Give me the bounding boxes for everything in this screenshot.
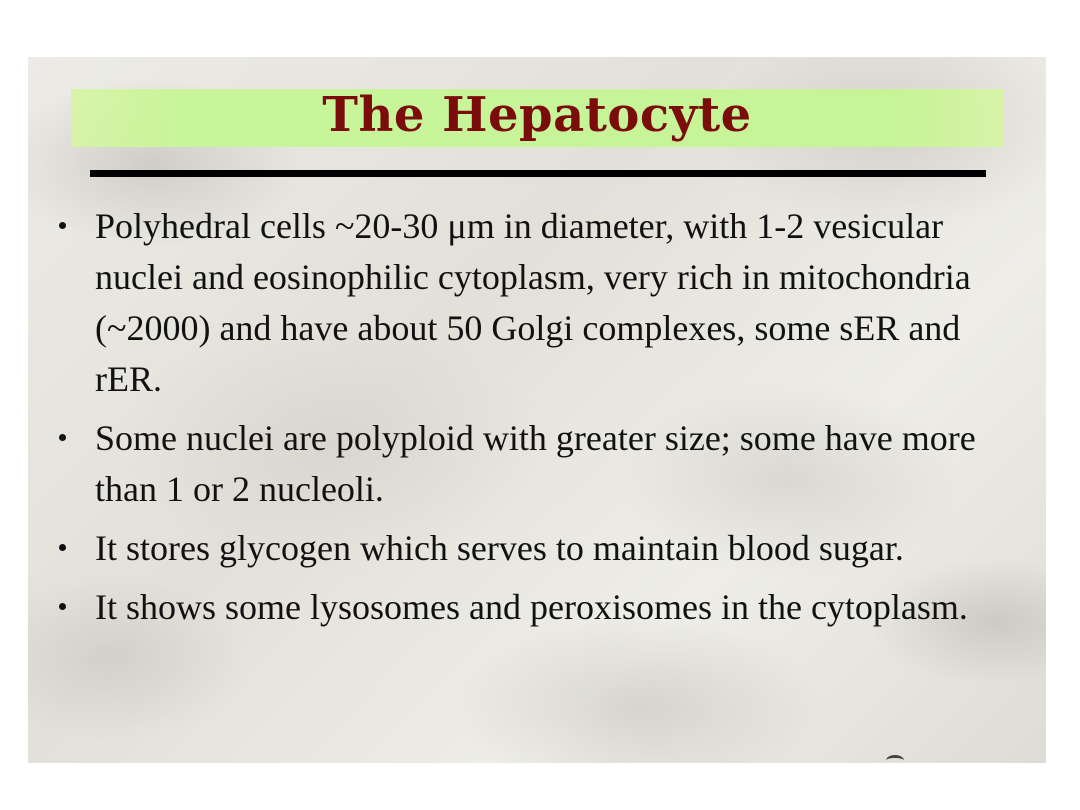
bullet-text: It stores glycogen which serves to maintain blood sugar. — [95, 528, 904, 568]
bullet-text: It shows some lysosomes and peroxisomes in the cytoplasm. — [95, 587, 968, 627]
bullet-item — [28, 201, 1046, 405]
slide — [28, 57, 1046, 763]
title-underline-rule — [90, 170, 986, 177]
bullet-item — [28, 523, 1046, 574]
bullet-dot-icon — [59, 603, 66, 610]
bullet-dot-icon — [59, 222, 66, 229]
decorative-corner-mark — [886, 755, 904, 763]
slide-title: The Hepatocyte — [322, 87, 752, 143]
bullet-item — [28, 413, 1046, 515]
bullet-text: Polyhedral cells ~20-30 μm in diameter, with 1-2 vesicular nuclei and eosinophilic cytoplasm, very rich in mitochondria (~2000) and have about 50 Golgi complexes, some sER and rER. — [95, 206, 971, 399]
bullet-dot-icon — [59, 544, 66, 551]
bullet-text: Some nuclei are polyploid with greater size; some have more than 1 or 2 nucleoli. — [95, 418, 976, 509]
bullet-dot-icon — [59, 434, 66, 441]
bullet-list — [28, 201, 1046, 641]
bullet-item — [28, 582, 1046, 633]
